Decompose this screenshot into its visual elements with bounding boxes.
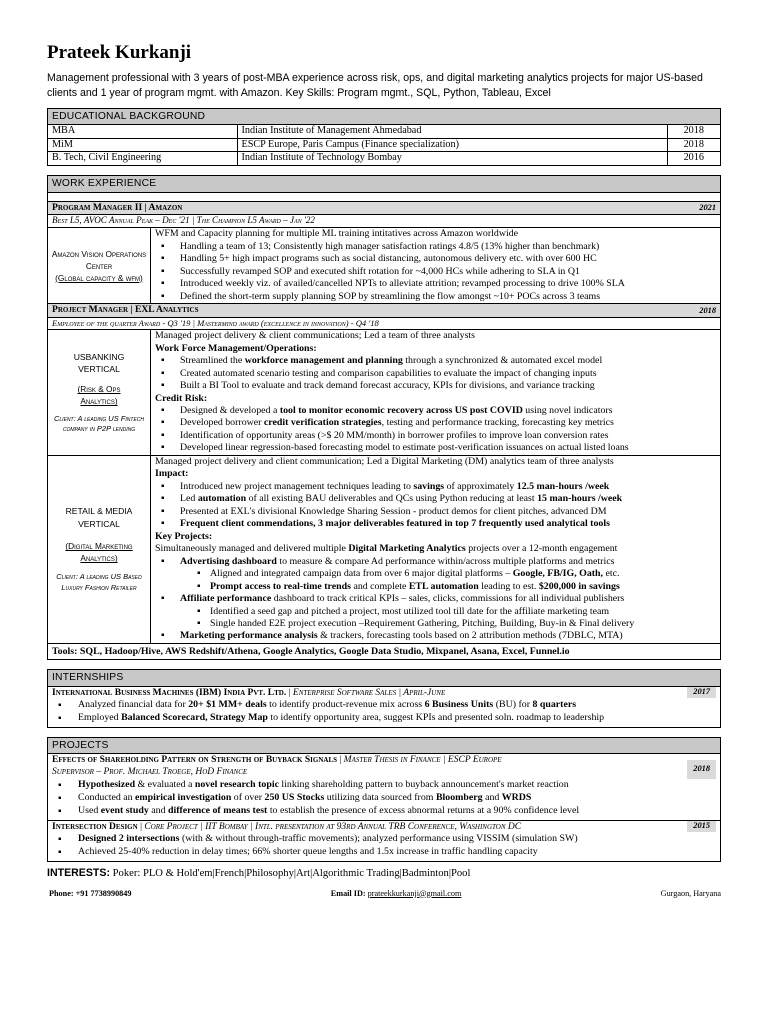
- list-item: ▪ Created automated scenario testing and comparison capabilities to evaluate the impact of changing inputs: [155, 368, 716, 380]
- project-2-header: Intersection Design | Core Project | IIT Bombay | Intl. presentation at 93rd Annual TRB Conference, Washington DC 2015: [48, 821, 720, 833]
- list-item: ▪ Developed linear regression-based forecasting model to estimate post-verification issuances on actual listed loans: [155, 442, 716, 454]
- amazon-intro: WFM and Capacity planning for multiple ML training intitatives across Amazon worldwide: [155, 228, 519, 240]
- list-item: ▪ Designed 2 intersections (with & without through-traffic movements); analyzed performance using VISSIM (simulation SW): [52, 833, 716, 846]
- list-item: ▪ Introduced new project management techniques leading to savings of approximately 12.5 man-hours /week: [155, 481, 716, 493]
- project-1-bullets: [48, 779, 720, 820]
- retail-sublabel-1: (Digital Marketing: [65, 541, 133, 552]
- internship-header: International Business Machines (IBM) India Pvt. Ltd. | Enterprise Software Sales | April-June 2017: [48, 687, 720, 699]
- institute-cell: Indian Institute of Management Ahmedabad: [237, 125, 667, 138]
- degree-cell: MBA: [48, 125, 237, 138]
- project-2-title: Intersection Design: [52, 821, 138, 832]
- project-1-supervisor: Supervisor – Prof. Michael Troege, HoD Finance: [52, 767, 248, 778]
- work-experience-section: [47, 175, 721, 660]
- amazon-role-header: [48, 201, 720, 215]
- list-item: ▪ Achieved 25-40% reduction in delay times; 66% shorter queue lengths and 1.5x increase in traffic handling capacity: [52, 846, 716, 859]
- usbanking-details: [151, 330, 720, 455]
- degree-cell: MiM: [48, 138, 237, 152]
- list-item: ▪ Used event study and difference of means test to establish the presence of excess abnormal returns at a 90% confidence level: [52, 805, 716, 818]
- list-item: ▪ Designed & developed a tool to monitor economic recovery across US post COVID using novel indicators: [155, 405, 716, 417]
- list-item: ▪ Conducted an empirical investigation of over 250 US Stocks utilizing data sourced from Bloomberg and WRDS: [52, 792, 716, 805]
- table-row: [48, 138, 720, 152]
- wfm-heading: Work Force Management/Operations:: [155, 342, 317, 354]
- location: Gurgaon, Haryana: [660, 888, 721, 898]
- amazon-org-sublabel: (Global capacity & wfm): [55, 272, 143, 283]
- email-link[interactable]: prateekkurkanji@gmail.com: [367, 888, 462, 898]
- key-projects-heading: Key Projects:: [155, 530, 213, 542]
- retail-block: [48, 455, 720, 643]
- amazon-role-year: 2021: [699, 203, 716, 213]
- amazon-left-panel: [48, 228, 151, 303]
- list-item: ▪ Analyzed financial data for 20+ $1 MM+ deals to identify product-revenue mix across 6 Business Units (BU) for 8 quarters: [52, 699, 716, 712]
- list-item: ▪ Frequent client commendations, 3 major deliverables featured in top 7 frequently used analytical tools: [155, 518, 716, 530]
- list-item: ▪ Identification of opportunity areas (>$ 20 MM/month) in borrower profiles to improve loan conversion rates: [155, 430, 716, 442]
- exl-role-title: Project Manager | EXL Analytics: [52, 304, 199, 316]
- list-item: ▪ Built a BI Tool to evaluate and track demand forecast accuracy, KPIs for divisions, and variance tracking: [155, 380, 716, 392]
- list-item: ▪ Presented at EXL's divisional Knowledge Sharing Session - product demos for client pitches, advanced DM: [155, 506, 716, 518]
- retail-left-panel: [48, 456, 151, 643]
- sub-list-item: ▪ Prompt access to real-time trends and complete ETL automation leading to est. $200,000 in savings: [155, 581, 716, 593]
- list-item: ▪ Developed borrower credit verification strategies, testing and performance tracking, forecasting key metrics: [155, 417, 716, 429]
- year-cell: 2016: [667, 152, 720, 165]
- retail-details: [151, 456, 720, 643]
- interests-line: [47, 867, 721, 881]
- year-cell: 2018: [667, 138, 720, 152]
- project-1-year: 2018: [687, 760, 716, 779]
- list-item: ▪ Led automation of all existing BAU deliverables and QCs using Python reducing at least 15 man-hours /week: [155, 493, 716, 505]
- project-2-detail: Core Project | IIT Bombay | Intl. presentation at 93rd Annual TRB Conference, Washington DC: [144, 821, 522, 832]
- retail-client: Client: A leading US Based Luxury Fashion Retailer: [56, 572, 142, 592]
- list-item: ▪ Marketing performance analysis & trackers, forecasting tools based on 2 attribution methods (7DBLC, MTA): [155, 630, 716, 642]
- retail-intro: Managed project delivery and client communication; Led a Digital Marketing (DM) analytics team of three analysts: [155, 455, 614, 467]
- amazon-awards: Best L5, AVOC Annual Peak – Dec '21 | The Champion L5 Award – Jan '22: [48, 214, 720, 227]
- list-item: ▪ Employed Balanced Scorecard, Strategy Map to identify opportunity area, suggest KPIs and presented soln. roadmap to leadership: [52, 712, 716, 725]
- usbanking-sublabel-1: (Risk & Ops: [77, 384, 121, 395]
- usbanking-label-2: VERTICAL: [78, 364, 120, 375]
- internships-section: [47, 669, 721, 727]
- profile-summary: Management professional with 3 years of post-MBA experience across risk, ops, and digital marketing analytics projects for major US-based clients and 1 year of program mgmt. with Amazon. Key Skills: Program mgmt., SQL, Python, Tableau, Excel: [47, 71, 703, 100]
- degree-cell: B. Tech, Civil Engineering: [48, 152, 237, 165]
- amazon-org-label: Amazon Vision Operations Center: [51, 248, 147, 271]
- amazon-role-title: Program Manager II | Amazon: [52, 201, 183, 213]
- work-experience-heading: WORK EXPERIENCE: [48, 176, 720, 192]
- year-cell: 2018: [683, 124, 704, 136]
- internship-org: International Business Machines (IBM) India Pvt. Ltd.: [52, 687, 287, 698]
- institute-cell: Indian Institute of Technology Bombay: [237, 152, 667, 165]
- project-2-bullets: [48, 833, 720, 861]
- list-item: ▪ Defined the short-term supply planning SOP by streamlining the flow amongst ~10+ POCs across 3 teams: [155, 291, 716, 303]
- table-row: [48, 152, 720, 165]
- institute-cell: ESCP Europe, Paris Campus (Finance specialization): [237, 138, 667, 152]
- exl-role-year: 2018: [699, 305, 716, 315]
- internship-detail: Enterprise Software Sales | April-June: [292, 687, 446, 698]
- projects-heading: PROJECTS: [48, 738, 720, 754]
- projects-section: [47, 737, 721, 862]
- education-heading: EDUCATIONAL BACKGROUND: [48, 109, 720, 125]
- impact-heading: Impact:: [155, 468, 189, 480]
- internship-year: 2017: [687, 687, 716, 698]
- retail-label-2: VERTICAL: [78, 518, 120, 529]
- section-gap: [48, 193, 720, 201]
- retail-sublabel-2: Analytics): [80, 553, 118, 564]
- amazon-block: [48, 227, 720, 303]
- list-item: ▪ Streamlined the workforce management and planning through a synchronized & automated excel model: [155, 355, 716, 367]
- education-table: [48, 125, 720, 165]
- sub-list-item: ▪ Aligned and integrated campaign data from over 6 major digital platforms – Google, FB/IG, Oath, etc.: [155, 568, 716, 580]
- phone-number: Phone: +91 7738990849: [49, 888, 132, 898]
- interests-text: Poker: PLO & Hold'em|French|Philosophy|Art|Algorithmic Trading|Badminton|Pool: [109, 867, 471, 879]
- education-section: [47, 108, 721, 167]
- list-item: ▪ Advertising dashboard to measure & compare Ad performance within/across multiple platforms and metrics: [155, 556, 716, 568]
- usbanking-client: Client: A leading US Fintech company in P2P lending: [53, 413, 144, 433]
- list-item: ▪ Handling 5+ high impact programs such as social distancing, autonomous delivery etc. with over 600 HC: [155, 253, 716, 265]
- usbanking-intro: Managed project delivery & client communications; Led a team of three analysts: [155, 330, 476, 342]
- project-1-title: Effects of Shareholding Pattern on Strength of Buyback Signals: [52, 755, 338, 766]
- list-item: ▪ Affiliate performance dashboard to track critical KPIs – sales, clicks, commissions for all individual publishers: [155, 593, 716, 605]
- exl-role-header: [48, 303, 720, 317]
- list-item: ▪ Handling a team of 13; Consistently high manager satisfaction ratings 4.8/5 (13% higher than benchmark): [155, 241, 716, 253]
- internships-heading: INTERNSHIPS: [48, 670, 720, 686]
- usbanking-label-1: USBANKING: [73, 351, 125, 362]
- project-1-header: Effects of Shareholding Pattern on Strength of Buyback Signals | Master Thesis in Finance | ESCP Europe Supervisor – Prof. Michael Troege, HoD Finance 2018: [48, 754, 720, 779]
- project-1-detail: Master Thesis in Finance | ESCP Europe: [343, 755, 502, 766]
- internship-bullets: [48, 699, 720, 727]
- tools-line: Tools: SQL, Hadoop/Hive, AWS Redshift/Athena, Google Analytics, Google Data Studio, Mixpanel, Asana, Excel, Funnel.io: [48, 643, 720, 659]
- email-label: Email ID:: [330, 888, 368, 898]
- project-2-year: 2015: [687, 821, 716, 832]
- usbanking-left-panel: [48, 330, 151, 455]
- list-item: ▪ Introduced weekly viz. of availed/cancelled NPTs to alleviate attrition; revamped processing to drive 100% SLA: [155, 278, 716, 290]
- retail-label-1: RETAIL & MEDIA: [65, 506, 133, 517]
- usbanking-block: [48, 329, 720, 455]
- interests-label: INTERESTS:: [47, 866, 110, 879]
- contact-footer: [47, 889, 721, 900]
- usbanking-sublabel-2: Analytics): [80, 396, 118, 407]
- sub-list-item: ▪ Identified a seed gap and pitched a project, most utilized tool till date for the affiliate marketing team: [155, 606, 716, 618]
- exl-awards: Employee of the quarter Award - Q3 '19 | Mastermind award (excellence in innovation) - Q4 '18: [48, 317, 720, 329]
- credit-risk-heading: Credit Risk:: [155, 392, 208, 404]
- sub-list-item: ▪ Single handed E2E project execution –Requirement Gathering, Pitching, Building, Buy-in & Final delivery: [155, 618, 716, 630]
- amazon-details: [151, 228, 720, 303]
- candidate-name: Prateek Kurkanji: [47, 42, 192, 63]
- key-projects-intro: Simultaneously managed and delivered multiple Digital Marketing Analytics projects over a 12-month engagement: [155, 543, 618, 555]
- list-item: ▪ Hypothesized & evaluated a novel research topic linking shareholding pattern to buyback announcement's market reaction: [52, 779, 716, 792]
- list-item: ▪ Successfully revamped SOP and executed shift rotation for ~4,000 HCs while adhering to SLA in Q1: [155, 266, 716, 278]
- table-row: [48, 125, 720, 138]
